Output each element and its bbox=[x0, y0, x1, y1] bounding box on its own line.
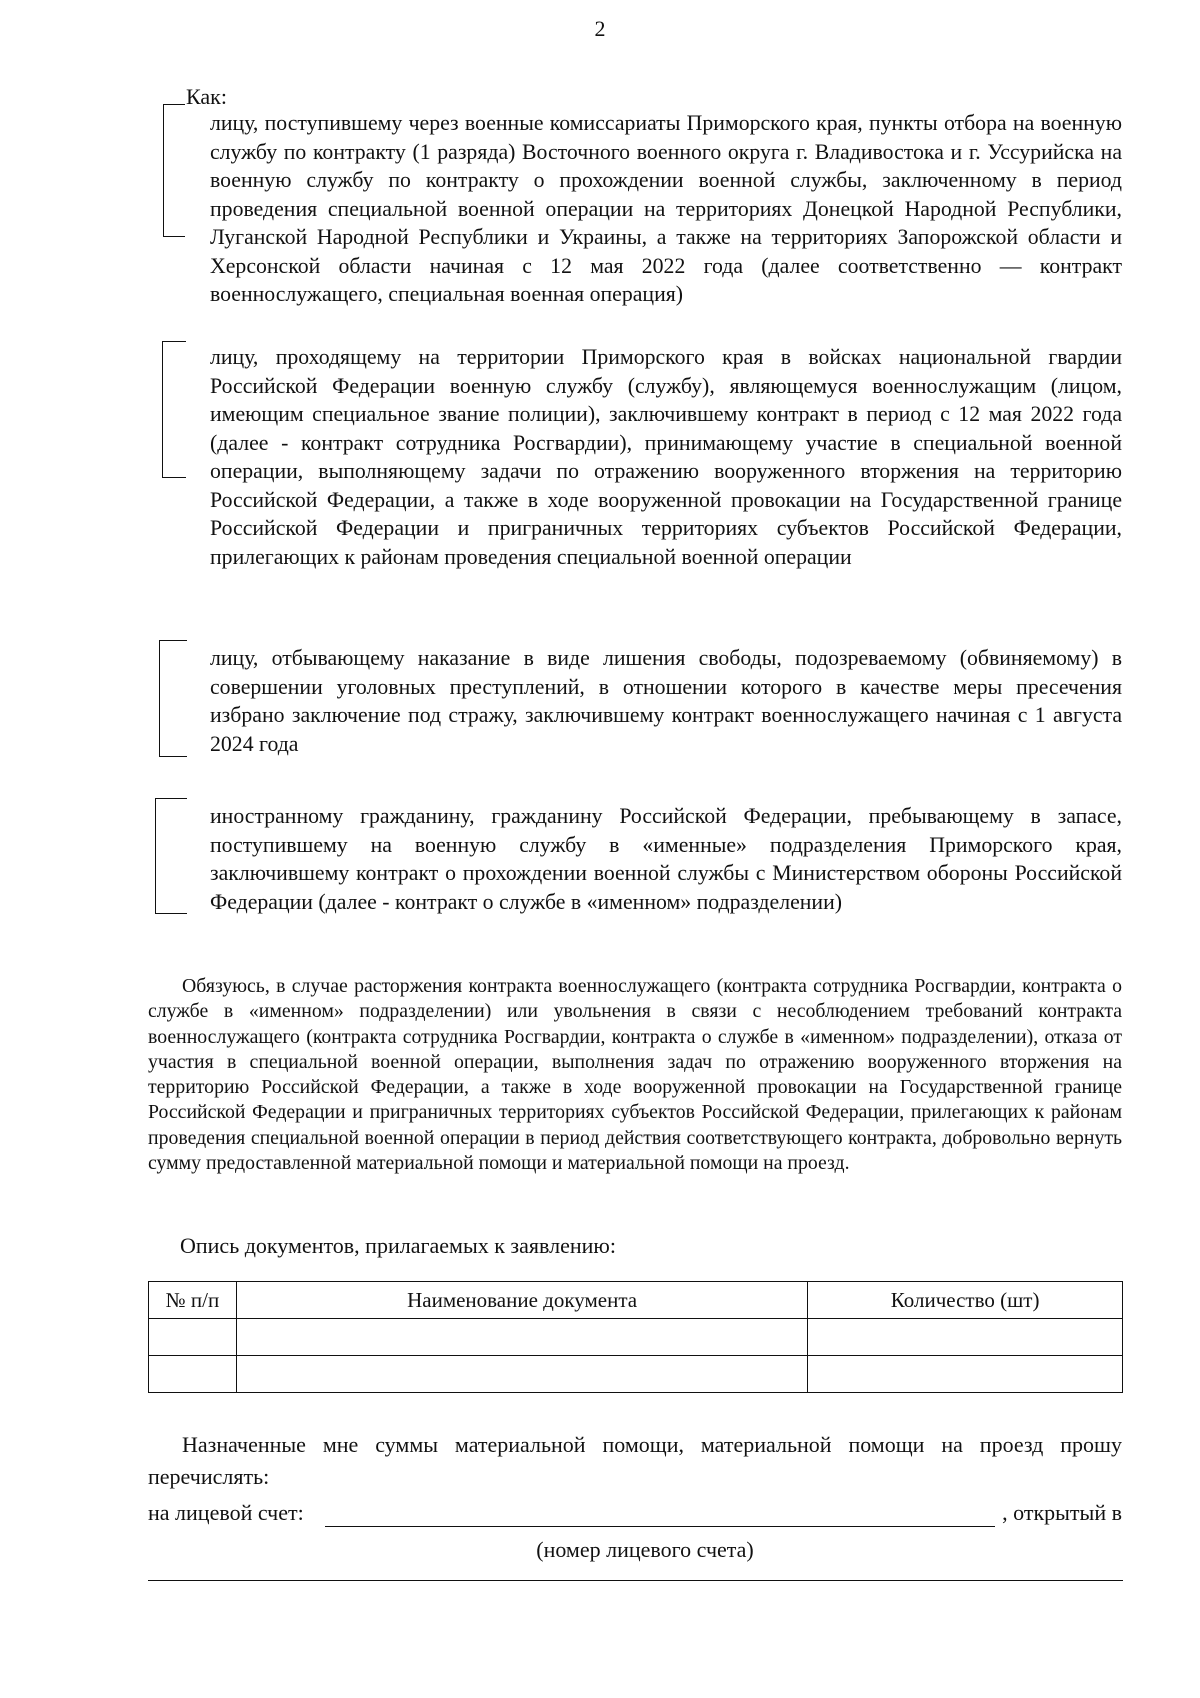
account-tail: , открытый в bbox=[1002, 1500, 1122, 1525]
inventory-table bbox=[148, 1281, 1123, 1393]
account-number-field[interactable] bbox=[325, 1526, 995, 1527]
table-cell[interactable] bbox=[808, 1319, 1123, 1356]
payment-paragraph: Назначенные мне суммы материальной помощи, материальной помощи на проезд прошу перечислять: bbox=[148, 1432, 1122, 1489]
account-caption: (номер лицевого счета) bbox=[536, 1537, 754, 1562]
account-label: на лицевой счет: bbox=[148, 1500, 304, 1525]
inventory-title: Опись документов, прилагаемых к заявлению: bbox=[180, 1233, 616, 1258]
option-3-text: лицу, отбывающему наказание в виде лишения свободы, подозреваемому (обвиняемому) в совершении уголовных преступлений, в отношении которого в качестве меры пресечения избрано заключение под стражу, заключившему контракт военнослужащего начиная с 1 августа 2024 года bbox=[210, 646, 1122, 756]
option-2-checkbox[interactable] bbox=[162, 341, 186, 478]
table-cell[interactable] bbox=[236, 1356, 807, 1393]
option-3-checkbox[interactable] bbox=[159, 640, 187, 757]
obligation-paragraph: Обязуюсь, в случае расторжения контракта военнослужащего (контракта сотрудника Росгвардии, контракта о службе в «именном» подразделении) или увольнения в связи с несоблюдением требований контракта военнослужащего (контракта сотрудника Росгвардии, контракта о службе в «именном» подразделении), отказа от участия в специальной военной операции, выполнения задач по отражению вооруженного вторжения на территорию Российской Федерации, а также в ходе вооруженной провокации на Государственной границе Российской Федерации и приграничных территориях субъектов Российской Федерации, прилегающих к районам проведения специальной военной операции в период действия соответствующего контракта, добровольно вернуть сумму предоставленной материальной помощи и материальной помощи на проезд. bbox=[148, 975, 1122, 1175]
header-document-name: Наименование документа bbox=[236, 1282, 807, 1319]
header-quantity: Количество (шт) bbox=[808, 1282, 1123, 1319]
intro-label: Как: bbox=[186, 84, 227, 109]
header-number: № п/п bbox=[149, 1282, 237, 1319]
bank-name-field[interactable] bbox=[148, 1580, 1123, 1581]
table-row bbox=[149, 1319, 1123, 1356]
table-cell[interactable] bbox=[149, 1319, 237, 1356]
option-4-text: иностранному гражданину, гражданину Российской Федерации, пребывающему в запасе, поступившему на военную службу в «именные» подразделения Приморского края, заключившему контракт о прохождении военной службы с Министерством обороны Российской Федерации (далее - контракт о службе в «именном» подразделении) bbox=[210, 804, 1122, 914]
account-line bbox=[148, 1500, 1122, 1532]
table-row bbox=[149, 1356, 1123, 1393]
table-cell[interactable] bbox=[149, 1356, 237, 1393]
table-header-row bbox=[149, 1282, 1123, 1319]
option-2-text: лицу, проходящему на территории Приморского края в войсках национальной гвардии Российской Федерации военную службу (службу), являющемуся военнослужащим (лицом, имеющим специальное звание полиции), заключившему контракт в период с 12 мая 2022 года (далее - контракт сотрудника Росгвардии), принимающему участие в специальной военной операции, выполняющему задачи по отражению вооруженного вторжения на территорию Российской Федерации, а также в ходе вооруженной провокации на Государственной границе Российской Федерации и приграничных территориях субъектов Российской Федерации, прилегающих к районам проведения специальной военной операции bbox=[210, 345, 1122, 569]
table-cell[interactable] bbox=[236, 1319, 807, 1356]
page-number: 2 bbox=[594, 16, 606, 41]
option-4-checkbox[interactable] bbox=[155, 798, 187, 914]
option-1-text: лицу, поступившему через военные комиссариаты Приморского края, пункты отбора на военную службу по контракту (1 разряда) Восточного военного округа г. Владивостока и г. Уссурийска на военную службу по контракту о прохождении военной службы, заключенному в период проведения специальной военной операции на территориях Донецкой Народной Республики, Луганской Народной Республики и Украины, а также на территориях Запорожской области и Херсонской области начиная с 12 мая 2022 года (далее соответственно — контракт военнослужащего, специальная военная операция) bbox=[210, 111, 1122, 306]
option-1-checkbox[interactable] bbox=[163, 104, 185, 237]
table-cell[interactable] bbox=[808, 1356, 1123, 1393]
